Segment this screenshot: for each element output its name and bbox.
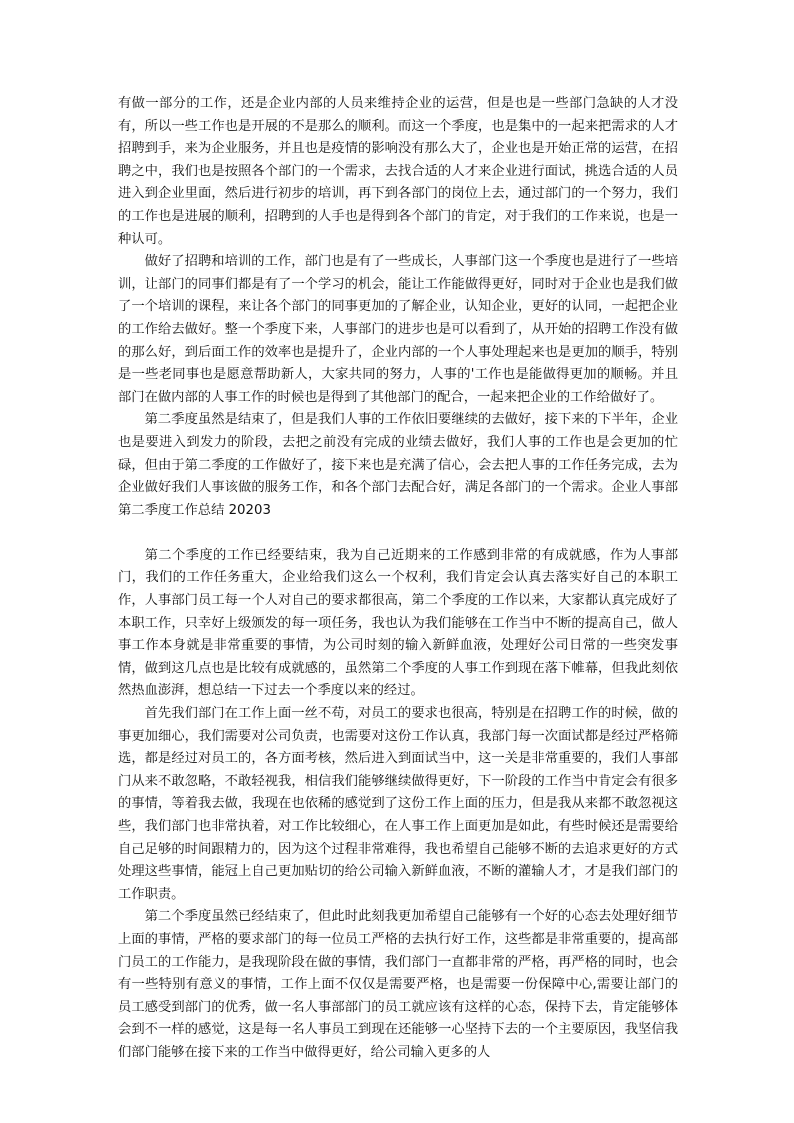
paragraph-5: 首先我们部门在工作上面一丝不苟，对员工的要求也很高，特别是在招聘工作的时候，做的事更加细心，我们需要对公司负责，也需要对这份工作认真，我部门每一次面试都是经过严格筛选，都是经过对员工的，各方面考核，然后进入到面试当中，这一关是非常重要的，我们人事部门从来不敢忽略，不敢轻视我，相信我们能够继续做得更好，下一阶段的工作当中肯定会有很多的事情，等着我去做，我现在也依稀的感觉到了这份工作上面的压力，但是我从来都不敢忽视这些，我们部门也非常执着，对工作比较细心，在人事工作上面更加是如此，有些时候还是需要给自己足够的时间跟精力的，因为这个过程非常难得，我也希望自己能够不断的去追求更好的方式处理这些事情，能冠上自己更加贴切的给公司输入新鲜血液，不断的灌输人才，才是我们部门的工作职责。 xyxy=(118,706,678,902)
paragraph-2: 做好了招聘和培训的工作，部门也是有了一些成长，人事部门这一个季度也是进行了一些培训，让部门的同事们都是有了一个学习的机会，能让工作能做得更好，同时对于企业也是我们做了一个培训的课程，来让各个部门的同事更加的了解企业，认知企业，更好的认同，一起把企业的工作给去做好。整一个季度下来，人事部门的进步也是可以看到了，从开始的招聘工作没有做的那么好，到后面工作的效率也是提升了，企业内部的一个人事处理起来也是更加的顺手，特别是一些老同事也是愿意帮助新人，大家共同的努力，人事的'工作也是能做得更加的顺畅。并且部门在做内部的人事工作的时候也是得到了其他部门的配合，一起来把企业的工作给做好了。 xyxy=(118,254,678,405)
paragraph-6: 第二个季度虽然已经结束了，但此时此刻我更加希望自己能够有一个好的心态去处理好细节上面的事情，严格的要求部门的每一位员工严格的去执行好工作，这些都是非常重要的，提高部门员工的工作能力，是我现阶段在做的事情，我们部门一直都非常的严格，再严格的同时，也会有一些特别有意义的事情，工作上面不仅仅是需要严格，也是需要一份保障中心,需要让部门的员工感受到部门的优秀，做一名人事部部门的员工就应该有这样的心态，保持下去，肯定能够体会到不一样的感觉，这是每一名人事员工到现在还能够一心坚持下去的一个主要原因，我坚信我们部门能够在接下来的工作当中做得更好，给公司输入更多的人 xyxy=(118,909,678,1060)
paragraph-1: 有做一部分的工作，还是企业内部的人员来维持企业的运营，但是也是一些部门急缺的人才没有，所以一些工作也是开展的不是那么的顺利。而这一个季度，也是集中的一起来把需求的人才招聘到手，来为企业服务，并且也是疫情的影响没有那么大了，企业也是开始正常的运营，在招聘之中，我们也是按照各个部门的一个需求，去找合适的人才来企业进行面试，挑选合适的人员进入到企业里面，然后进行初步的培训，再下到各部门的岗位上去，通过部门的一个努力，我们的工作也是进展的顺利，招聘到的人手也是得到各个部门的肯定，对于我们的工作来说，也是一种认可。 xyxy=(118,96,678,247)
paragraph-3: 第二季度虽然是结束了，但是我们人事的工作依旧要继续的去做好，接下来的下半年，企业也是要进入到发力的阶段，去把之前没有完成的业绩去做好，我们人事的工作也是会更加的忙碌，但由于第二季度的工作做好了，接下来也是充满了信心，会去把人事的工作任务完成，去为企业做好我们人事该做的服务工作，和各个部门去配合好，满足各部门的一个需求。企业人事部第二季度工作总结 20203 xyxy=(118,412,678,518)
document-body xyxy=(118,93,678,1065)
paragraph-4: 第二个季度的工作已经要结束，我为自己近期来的工作感到非常的有成就感，作为人事部门，我们的工作任务重大，企业给我们这么一个权利，我们肯定会认真去落实好自己的本职工作，人事部门员工每一个人对自己的要求都很高，第二个季度的工作以来，大家都认真完成好了本职工作，只幸好上级颁发的每一项任务，我也认为我们能够在工作当中不断的提高自己，做人事工作本身就是非常重要的事情，为公司时刻的输入新鲜血液，处理好公司日常的一些突发事情，做到这几点也是比较有成就感的，虽然第二个季度的人事工作到现在落下帷幕，但我此刻依然热血澎湃，想总结一下过去一个季度以来的经过。 xyxy=(118,547,678,699)
